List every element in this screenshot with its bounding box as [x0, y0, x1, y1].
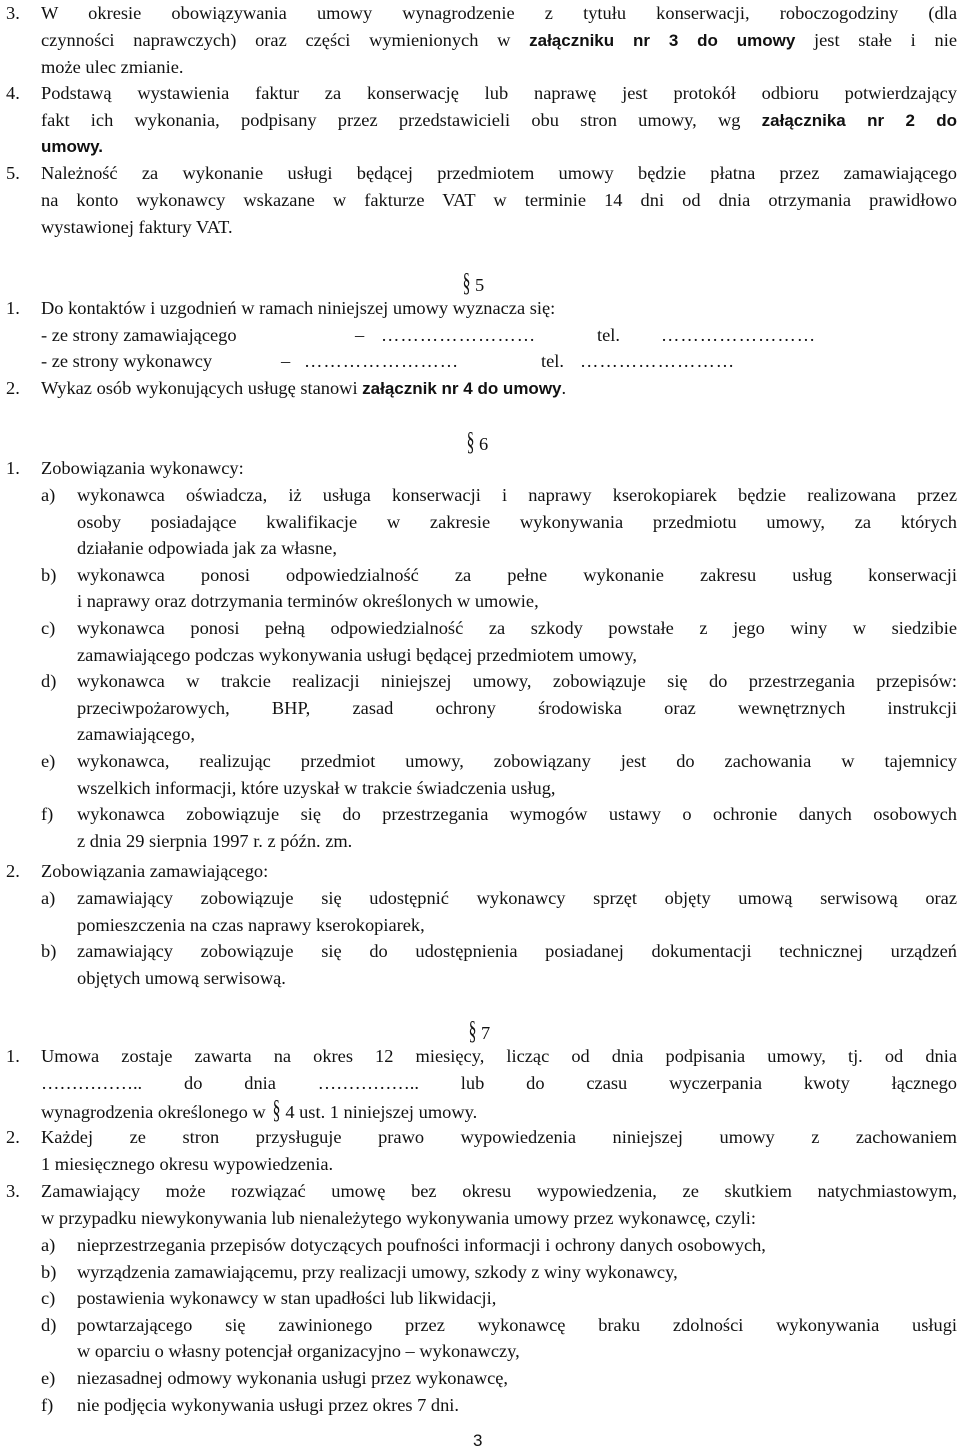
s7-item-1-line-3 — [41, 1097, 477, 1126]
contact-client-tel-label: tel. — [597, 325, 620, 345]
s7-item-1-text-b: lub do czasu wyczerpania kwoty łącznego — [460, 1073, 957, 1093]
list-item-line: powtarzającego się zawinionego przez wykonawcę braku zdolności wykonywania usługi — [77, 1314, 957, 1335]
s7-item-2-number: 2. — [6, 1127, 20, 1147]
list-item-line: w oparciu o własny potencjał organizacyjno – wykonawczy, — [77, 1341, 520, 1362]
s7-item-2-line-1: Każdej ze stron przysługuje prawo wypowiedzenia niniejszej umowy z zachowaniem — [41, 1127, 957, 1147]
list-item-line: działanie odpowiada jak za własne, — [77, 538, 337, 559]
annex-2-reference: załącznika nr 2 do — [761, 111, 958, 130]
start-date-field: …………….. — [41, 1073, 143, 1093]
s5-item-1-text: Do kontaktów i uzgodnień w ramach niniejszej umowy wyznacza się: — [41, 298, 556, 318]
section-6-number: 6 — [479, 434, 489, 454]
section-sign-icon: § — [272, 1095, 281, 1124]
para-3-line-2 — [41, 27, 957, 55]
section-6-heading — [464, 429, 488, 458]
section-7-number: 7 — [481, 1023, 491, 1043]
para-3-line-3: może ulec zmianie. — [41, 57, 184, 77]
list-item-line: objętych umową serwisową. — [77, 967, 286, 988]
list-item-line: wykonawca, realizując przedmiot umowy, zobowiązany jest do zachowania w tajemnicy — [77, 751, 957, 771]
s7-item-1-text-c: wynagrodzenia określonego w — [41, 1102, 266, 1122]
section-5-number: 5 — [475, 275, 485, 295]
list-item-letter: c) — [41, 1288, 56, 1309]
list-item-line: zamawiający zobowiązuje się do udostępnienia posiadanej dokumentacji technicznej urządzeń — [77, 941, 957, 962]
s6-item-2-number: 2. — [6, 861, 20, 881]
list-item-letter: e) — [41, 751, 56, 771]
list-item-line: zamawiającego, — [77, 724, 195, 745]
list-item-letter: a) — [41, 1235, 56, 1255]
list-item-line: osoby posiadające kwalifikacje w zakresie wykonywania przedmiotu umowy, za których — [77, 511, 957, 532]
list-item-letter: f) — [41, 1394, 54, 1415]
list-item-line: nie podjęcia wykonywania usługi przez okres 7 dni. — [77, 1394, 460, 1415]
list-item-line: wykonawca zobowiązuje się do przestrzegania wymogów ustawy o ochronie danych osobowych — [77, 804, 957, 825]
s5-item-2-number: 2. — [6, 378, 20, 398]
page-number: 3 — [473, 1431, 483, 1450]
para-5-line-2: na konto wykonawcy wskazane w fakturze VAT w terminie 14 dni od dnia otrzymania prawidłowo — [41, 190, 957, 210]
para-3-text-a: czynności naprawczych) oraz części wymienionych w — [41, 30, 530, 50]
s6-item-2-text: Zobowiązania zamawiającego: — [41, 861, 269, 881]
para-3-number: 3. — [6, 3, 20, 23]
s5-item-1-number: 1. — [6, 298, 20, 318]
para-5-line-3: wystawionej faktury VAT. — [41, 217, 233, 237]
list-item-line: przeciwpożarowych, BHP, zasad ochrony środowiska oraz wewnętrznych instrukcji — [77, 697, 957, 718]
s7-item-3-line-2: w przypadku niewykonywania lub nienależytego wykonywania umowy przez wykonawcę, czyli: — [41, 1208, 756, 1228]
annex-3-reference: załączniku nr 3 do umowy — [529, 31, 796, 50]
s5-item-2-text-a: Wykaz osób wykonujących usługę stanowi — [41, 378, 363, 398]
list-item-line: wykonawca w trakcie realizacji niniejszej umowy, zobowiązuje się do przestrzegania przepisów: — [77, 671, 957, 692]
para-5-line-1: Należność za wykonanie usługi będącej przedmiotem umowy będzie płatna przez zamawiającego — [41, 163, 957, 183]
s5-item-2-text-b: . — [561, 378, 567, 398]
list-item-line: niezasadnej odmowy wykonania usługi przez wykonawcę, — [77, 1368, 509, 1388]
s7-item-1-text-d: 4 ust. 1 niniejszej umowy. — [285, 1102, 478, 1122]
contact-client-name-field: …………………… — [381, 325, 537, 345]
s7-item-2-line-2: 1 miesięcznego okresu wypowiedzenia. — [41, 1154, 334, 1174]
para-3-line-1: W okresie obowiązywania umowy wynagrodzenie z tytułu konserwacji, roboczogodziny (dla — [41, 3, 957, 23]
contact-client-tel-field: …………………… — [661, 325, 817, 345]
s7-item-1-number: 1. — [6, 1046, 20, 1066]
s6-item-1-number: 1. — [6, 458, 20, 478]
s7-item-1-line-1: Umowa zostaje zawarta na okres 12 miesięcy, licząc od dnia podpisania umowy, tj. od dnia — [41, 1046, 957, 1066]
section-sign-icon: § — [466, 427, 475, 456]
contact-contractor-label: - ze strony wykonawcy — [41, 351, 213, 371]
contact-client-dash: – — [355, 325, 365, 345]
para-4-text-a: fakt ich wykonania, podpisany przez przedstawicieli obu stron umowy, wg — [41, 110, 762, 130]
para-3-text-b: jest stałe i nie — [795, 30, 957, 50]
contact-contractor-tel-field: …………………… — [580, 351, 736, 371]
list-item-line: zamawiającego podczas wykonywania usługi będącej przedmiotem umowy, — [77, 644, 638, 665]
list-item-letter: d) — [41, 671, 57, 692]
list-item-letter: e) — [41, 1368, 56, 1388]
para-4-line-3: umowy. — [41, 137, 104, 156]
list-item-line: wykonawca oświadcza, iż usługa konserwacji i naprawy kserokopiarek będzie realizowana przez — [77, 485, 957, 505]
para-4-line-2 — [41, 107, 957, 135]
list-item-line: postawienia wykonawcy w stan upadłości lub likwidacji, — [77, 1288, 497, 1309]
para-4-number: 4. — [6, 83, 20, 103]
annex-4-reference: załącznik nr 4 do umowy — [362, 379, 562, 398]
list-item-letter: a) — [41, 485, 56, 505]
contact-contractor-dash: – — [281, 351, 291, 371]
list-item-letter: b) — [41, 941, 57, 962]
s7-item-1-text-a: do dnia — [184, 1073, 276, 1093]
list-item-line: wykonawca ponosi odpowiedzialność za pełne wykonanie zakresu usług konserwacji — [77, 564, 957, 585]
list-item-letter: f) — [41, 804, 54, 825]
list-item-line: nieprzestrzegania przepisów dotyczących poufności informacji i ochrony danych osobowych, — [77, 1235, 766, 1255]
end-date-field: …………….. — [317, 1073, 419, 1093]
list-item-line: i naprawy oraz dotrzymania terminów określonych w umowie, — [77, 591, 539, 612]
s7-item-1-line-2 — [41, 1070, 957, 1097]
contact-contractor-name-field: …………………… — [304, 351, 460, 371]
list-item-letter: d) — [41, 1314, 57, 1335]
list-item-letter: a) — [41, 888, 56, 908]
list-item-letter: b) — [41, 1261, 57, 1282]
para-5-number: 5. — [6, 163, 20, 183]
list-item-line: wszelkich informacji, które uzyskał w trakcie świadczenia usług, — [77, 777, 556, 798]
section-sign-icon: § — [468, 1016, 477, 1045]
list-item-line: wyrządzenia zamawiającemu, przy realizacji umowy, szkody z winy wykonawcy, — [77, 1261, 678, 1282]
s6-item-1-text: Zobowiązania wykonawcy: — [41, 458, 244, 478]
list-item-line: z dnia 29 sierpnia 1997 r. z późn. zm. — [77, 830, 353, 851]
para-4-line-1: Podstawą wystawienia faktur za konserwację lub naprawę jest protokół odbioru potwierdzający — [41, 83, 957, 103]
s5-item-2-text — [41, 375, 566, 403]
list-item-letter: c) — [41, 618, 56, 638]
contact-contractor-tel-label: tel. — [541, 351, 564, 371]
list-item-letter: b) — [41, 564, 57, 585]
section-sign-icon: § — [462, 268, 471, 297]
list-item-line: pomieszczenia na czas naprawy kserokopiarek, — [77, 914, 425, 935]
list-item-line: wykonawca ponosi pełną odpowiedzialność za szkody powstałe z jego winy w siedzibie — [77, 618, 957, 638]
list-item-line: zamawiający zobowiązuje się udostępnić wykonawcy sprzęt objęty umową serwisową oraz — [77, 888, 957, 908]
contact-client-label: - ze strony zamawiającego — [41, 325, 237, 345]
s7-item-3-number: 3. — [6, 1181, 20, 1201]
s7-item-3-line-1: Zamawiający może rozwiązać umowę bez okresu wypowiedzenia, ze skutkiem natychmiastowym, — [41, 1181, 957, 1201]
